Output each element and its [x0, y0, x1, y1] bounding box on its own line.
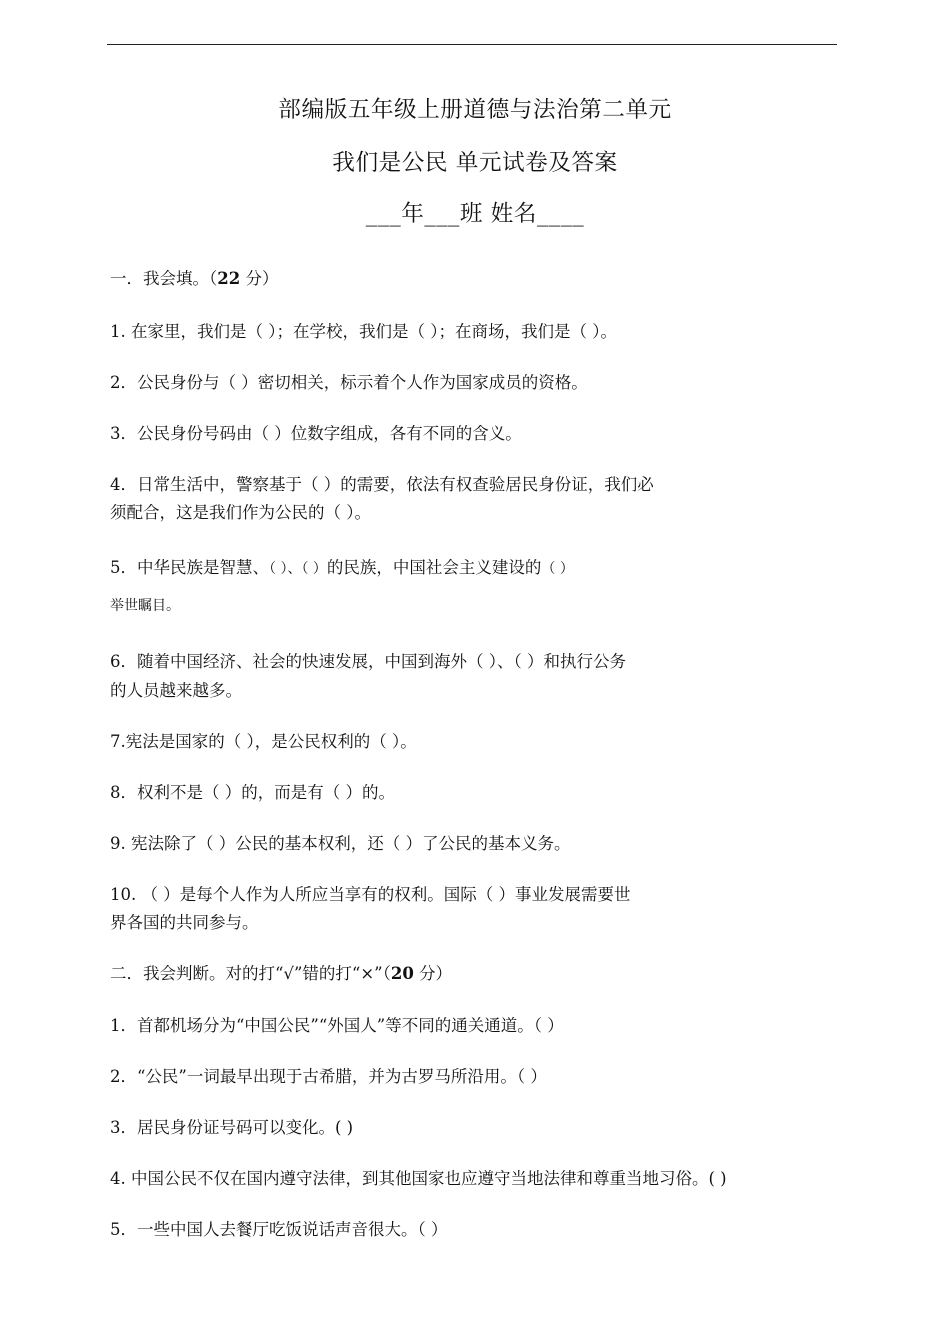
section1-heading: 一．我会填。（22 分） [110, 269, 279, 288]
question-2-3: 3．居民身份证号码可以变化。( ) [110, 1118, 354, 1137]
class-name-line: ___年___班 姓名____ [365, 201, 585, 227]
question-1-10-line1: 10. （ ）是每个人作为人所应当享有的权利。国际（ ）事业发展需要世 [110, 885, 631, 904]
question-1-4-line1: 4．日常生活中，警察基于（ ）的需要，依法有权查验居民身份证，我们必 [110, 475, 654, 494]
doc-title-line2: 我们是公民 单元试卷及答案 [332, 150, 618, 176]
question-1-9: 9. 宪法除了（ ）公民的基本权利，还（ ）了公民的基本义务。 [110, 834, 571, 853]
question-2-1: 1．首都机场分为“中国公民”“外国人”等不同的通关通道。（ ） [110, 1016, 564, 1035]
header-rule [107, 44, 837, 45]
question-1-1: 1. 在家里，我们是（ ）；在学校，我们是（ ）；在商场，我们是（ ）。 [110, 322, 617, 341]
question-2-4: 4. 中国公民不仅在国内遵守法律，到其他国家也应遵守当地法律和尊重当地习俗。( ) [110, 1169, 727, 1188]
question-1-5-line2: 举世瞩目。 [110, 598, 180, 614]
question-1-8: 8．权利不是（ ）的，而是有（ ）的。 [110, 783, 395, 802]
question-1-10-line2: 界各国的共同参与。 [110, 913, 259, 932]
question-1-6-line1: 6．随着中国经济、社会的快速发展，中国到海外（ ）、（ ）和执行公务 [110, 652, 626, 671]
section2-heading: 二．我会判断。对的打“√”错的打“×”（20 分） [110, 964, 453, 983]
question-1-7: 7.宪法是国家的（ ），是公民权利的（ ）。 [110, 732, 417, 751]
doc-title-line1: 部编版五年级上册道德与法治第二单元 [278, 97, 672, 123]
question-1-3: 3．公民身份号码由（ ）位数字组成，各有不同的含义。 [110, 424, 522, 443]
question-1-4-line2: 须配合，这是我们作为公民的（ ）。 [110, 503, 371, 522]
question-2-5: 5．一些中国人去餐厅吃饭说话声音很大。（ ） [110, 1220, 448, 1239]
question-1-2: 2．公民身份与（ ）密切相关，标示着个人作为国家成员的资格。 [110, 373, 588, 392]
question-1-5-line1: 5．中华民族是智慧、（ ）、（ ）的民族，中国社会主义建设的（ ） [110, 558, 574, 577]
question-2-2: 2．“公民”一词最早出现于古希腊，并为古罗马所沿用。（ ） [110, 1067, 547, 1086]
question-1-6-line2: 的人员越来越多。 [110, 681, 242, 700]
